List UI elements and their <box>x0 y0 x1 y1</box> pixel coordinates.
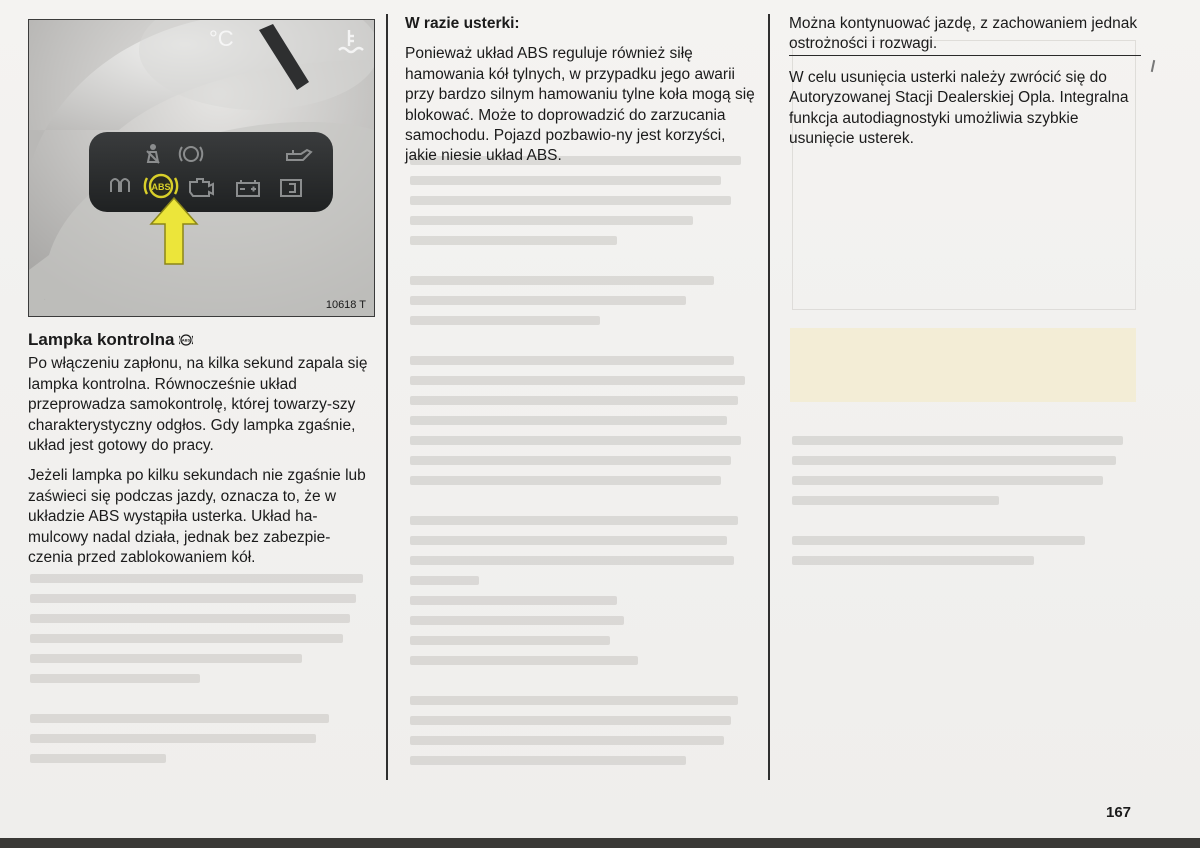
gauge-unit-label: °C <box>209 26 234 51</box>
figure-code: 10618 T <box>325 299 366 311</box>
svg-text:·: · <box>43 294 47 305</box>
bleed-through-mid <box>410 150 755 770</box>
subsection-title-fault: W razie usterki: <box>405 15 520 32</box>
section-title-warning-light <box>28 330 373 350</box>
bleed-through-highlight <box>790 328 1136 402</box>
section-title-text: Lampka kontrolna <box>28 330 175 349</box>
column-left <box>28 330 373 578</box>
instrument-cluster-illustration <box>29 20 374 316</box>
bottom-edge-band <box>0 838 1200 848</box>
bleed-through-left-bottom <box>30 568 370 768</box>
abs-indicator-label: ABS <box>151 182 171 192</box>
dashboard-figure <box>28 19 375 317</box>
column-separator-left <box>386 14 388 780</box>
column-right <box>789 14 1141 159</box>
page-number: 167 <box>1106 804 1132 821</box>
paragraph-fault-indication: Jeżeli lampka po kilku sekundach nie zgaśnie lub zaświeci się podczas jazdy, oznacza to, że w układzie ABS wystąpiła usterka. Układ ha-mulcowy nadal działa, jednak bez zabezpie-czenia przed zablokowaniem kół. <box>28 467 366 567</box>
abs-symbol-icon <box>179 333 193 347</box>
column-middle <box>405 14 757 177</box>
column-separator-right <box>768 14 770 780</box>
paragraph-fault-consequences: Ponieważ układ ABS reguluje również siłę hamowania kół tylnych, w przypadku jego awarii przy bardzo silnym hamowaniu tylne koła mogą się blokować. Może to doprowadzić do zarzucania samochodu. Pojazd pozbawio-ny jest korzyści, jakie niesie układ ABS. <box>405 45 755 165</box>
abs-symbol-label: ABS <box>182 337 191 343</box>
bleed-through-right <box>792 410 1137 570</box>
paragraph-continue-driving: Można kontynuować jazdę, z zachowaniem jednak ostrożności i rozwagi. <box>789 14 1141 56</box>
paragraph-service-dealer: W celu usunięcia usterki należy zwrócić się do Autoryzowanej Stacji Dealerskiej Opla. Integralna funkcja autodiagnostyki umożliwia szybkie usunięcie usterek. <box>789 68 1129 148</box>
paragraph-self-check: Po włączeniu zapłonu, na kilka sekund zapala się lampka kontrolna. Równocześnie układ przeprowadza samokontrolę, której towarzy-szy charakterystyczny odgłos. Gdy lampka zgaśnie, układ jest gotowy do pracy. <box>28 355 368 455</box>
warning-light-panel <box>89 132 333 212</box>
